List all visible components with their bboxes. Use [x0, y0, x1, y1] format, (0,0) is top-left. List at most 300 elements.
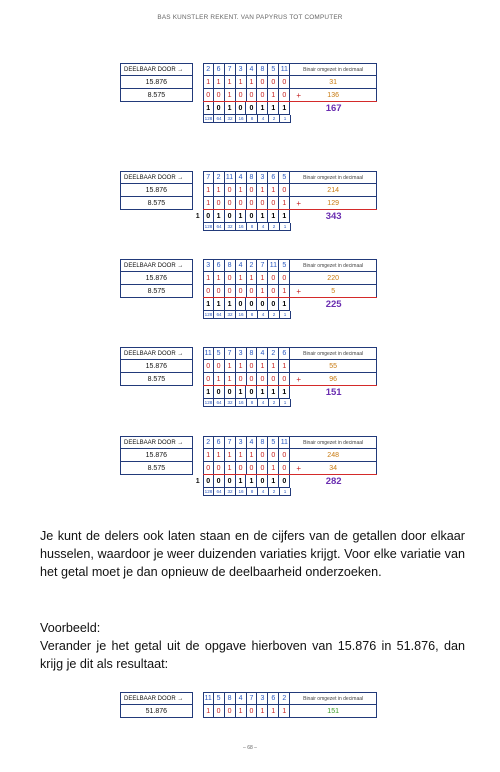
result-label-blank — [120, 210, 193, 223]
divisor-cell: 2 — [214, 171, 225, 184]
divisor-cell: 6 — [279, 347, 290, 360]
bit-cell: 0 — [257, 449, 268, 462]
result-bit-cell: 0 — [257, 298, 268, 311]
weight-label-blank — [120, 488, 193, 496]
divisor-cell: 3 — [257, 171, 268, 184]
bit-cell: 0 — [203, 285, 214, 298]
result-bit-cell: 0 — [268, 298, 279, 311]
bit-cell: 0 — [257, 373, 268, 386]
bit-cell: 0 — [203, 360, 214, 373]
weight-cell: 128 — [204, 116, 213, 121]
weight-cell: 64 — [214, 399, 225, 407]
weight-cell: 1 — [280, 115, 291, 123]
result-label-blank — [120, 102, 193, 115]
bit-cell: 0 — [203, 462, 214, 475]
bit-cell: 1 — [279, 360, 290, 373]
bit-cell: 1 — [236, 360, 247, 373]
bit-cell: 0 — [257, 462, 268, 475]
bit-cell: 1 — [236, 184, 247, 197]
bit-cell: 1 — [225, 89, 236, 102]
bit-cell: 0 — [247, 462, 258, 475]
weight-row — [120, 311, 377, 319]
number-label: 15.876 — [120, 76, 193, 89]
weight-cell: 8 — [247, 115, 258, 123]
result-row — [120, 102, 377, 115]
sum-line — [203, 385, 377, 386]
weight-cell: 64 — [214, 223, 225, 231]
bit-cell: 1 — [214, 373, 225, 386]
result-header: Binair omgezet in decimaal — [290, 171, 377, 184]
result-bit-cell: 0 — [214, 475, 225, 488]
result-bit-cell: 1 — [257, 210, 268, 223]
result-bit-cell: 1 — [268, 475, 279, 488]
number-row — [120, 272, 377, 285]
result-header: Binair omgezet in decimaal — [290, 259, 377, 272]
weight-cell: 16 — [236, 115, 247, 123]
bit-cell: 1 — [203, 184, 214, 197]
divisor-cell: 2 — [279, 692, 290, 705]
carry-digit — [193, 298, 203, 311]
bit-cell: 1 — [203, 705, 214, 718]
result-bit-cell: 1 — [257, 386, 268, 399]
divisor-cell: 3 — [257, 692, 268, 705]
weight-cell: 64 — [214, 311, 225, 319]
divisibility-table — [120, 171, 377, 231]
running-header: BAS KUNSTLER REKENT. VAN PAPYRUS TOT COMPUTER — [157, 14, 343, 21]
weight-cell: 4 — [258, 223, 269, 231]
weight-row — [120, 115, 377, 123]
weight-cell: 64 — [214, 115, 225, 123]
bit-cell: 1 — [268, 360, 279, 373]
result-label-blank — [120, 386, 193, 399]
bit-cell: 1 — [236, 705, 247, 718]
result-bit-cell: 1 — [279, 298, 290, 311]
weight-cell: 64 — [214, 488, 225, 496]
result-bit-cell: 0 — [203, 475, 214, 488]
bit-cell: 0 — [236, 197, 247, 210]
weight-cell: 16 — [236, 223, 247, 231]
result-bit-cell: 1 — [214, 210, 225, 223]
weight-label-blank — [120, 115, 193, 123]
plus-sign: + — [296, 90, 301, 100]
weight-cell: 32 — [225, 488, 236, 496]
weight-cell: 1 — [280, 488, 291, 496]
bit-cell: 0 — [225, 197, 236, 210]
result-bit-cell: 0 — [246, 386, 257, 399]
weight-cell: 4 — [258, 399, 269, 407]
result-decimal: 343 — [325, 211, 342, 222]
bit-cell: 0 — [203, 89, 214, 102]
divisor-cell: 2 — [268, 347, 279, 360]
number-label: 8.575 — [120, 197, 193, 210]
weight-cell: 16 — [236, 311, 247, 319]
weight-cell: 32 — [225, 115, 236, 123]
bit-cell: 1 — [257, 705, 268, 718]
bit-cell: 0 — [247, 197, 258, 210]
divisor-cell: 11 — [203, 692, 214, 705]
divisibility-table — [120, 347, 377, 407]
bit-cell: 0 — [225, 705, 236, 718]
weight-cell: 128 — [204, 312, 213, 317]
decimal-value-text: 129 — [327, 199, 339, 207]
result-header: Binair omgezet in decimaal — [290, 692, 377, 705]
bit-cell: 1 — [268, 705, 279, 718]
result-bit-cell: 0 — [214, 386, 225, 399]
divisor-cell: 3 — [236, 347, 247, 360]
bit-cell: 1 — [236, 76, 247, 89]
result-bit-cell: 1 — [268, 386, 279, 399]
divisibility-table — [120, 259, 377, 319]
bit-cell: 0 — [236, 285, 247, 298]
number-row — [120, 360, 377, 373]
decimal-value: 220 — [290, 272, 377, 285]
divisor-cell: 11 — [203, 347, 214, 360]
divisor-label: DEELBAAR DOOR → — [120, 347, 193, 360]
bit-cell: 1 — [214, 184, 225, 197]
result-bit-cell: 0 — [225, 386, 236, 399]
bit-cell: 1 — [257, 272, 268, 285]
divisor-cell: 7 — [225, 63, 236, 76]
result-row — [120, 210, 377, 223]
bit-cell: 1 — [225, 76, 236, 89]
divisor-row — [120, 171, 377, 184]
weight-label-blank — [120, 223, 193, 231]
result-bit-cell: 0 — [279, 475, 290, 488]
bit-cell: 1 — [203, 272, 214, 285]
bit-cell: 1 — [247, 449, 258, 462]
paragraph-variations: Je kunt de delers ook laten staan en de cijfers van de getallen door elkaar husselen, waardoor je weer duizenden variaties krijgt. Voor elke variatie van het getal moet je dan opnieuw de deelbaarheid onderzoeken. — [40, 529, 465, 579]
number-label: 51.876 — [120, 705, 193, 718]
result-row — [120, 475, 377, 488]
divisor-row — [120, 63, 377, 76]
result-decimal: 282 — [325, 476, 342, 487]
result-bit-cell: 0 — [246, 298, 257, 311]
weight-cell: 16 — [236, 488, 247, 496]
weight-cell: 2 — [269, 488, 280, 496]
plus-sign: + — [296, 198, 301, 208]
result-bit-cell: 0 — [246, 102, 257, 115]
bit-cell: 1 — [203, 76, 214, 89]
result-header: Binair omgezet in decimaal — [290, 436, 377, 449]
divisor-row — [120, 692, 377, 705]
bit-cell: 0 — [214, 197, 225, 210]
result-header: Binair omgezet in decimaal — [290, 63, 377, 76]
weight-cell: 128 — [204, 400, 213, 405]
divisor-cell: 2 — [203, 63, 214, 76]
divisor-cell: 7 — [247, 692, 258, 705]
bit-cell: 1 — [225, 360, 236, 373]
example-intro: Verander je het getal uit de opgave hierboven van 15.876 in 51.876, dan krijg je dit als resultaat: — [40, 639, 465, 671]
result-bit-cell: 1 — [268, 210, 279, 223]
carry-digit: 1 — [195, 478, 200, 485]
divisor-cell: 6 — [214, 436, 225, 449]
divisor-cell: 2 — [203, 436, 214, 449]
result-bit-cell: 1 — [203, 298, 214, 311]
bit-cell: 1 — [214, 272, 225, 285]
weight-cell: 4 — [258, 311, 269, 319]
bit-cell: 1 — [214, 449, 225, 462]
bit-cell: 1 — [257, 184, 268, 197]
result-bit-cell: 1 — [257, 102, 268, 115]
bit-cell: 1 — [279, 705, 290, 718]
number-label: 15.876 — [120, 360, 193, 373]
weight-cell: 8 — [247, 488, 258, 496]
bit-cell: 1 — [247, 76, 258, 89]
number-label: 8.575 — [120, 462, 193, 475]
result-bit-cell: 1 — [236, 386, 247, 399]
result-bit-cell: 1 — [236, 475, 247, 488]
bit-cell: 0 — [268, 373, 279, 386]
bit-cell: 1 — [203, 449, 214, 462]
bit-cell: 0 — [225, 285, 236, 298]
divisor-cell: 5 — [268, 436, 279, 449]
divisor-cell: 8 — [247, 347, 258, 360]
divisor-cell: 4 — [247, 63, 258, 76]
bit-cell: 0 — [268, 76, 279, 89]
number-row — [120, 184, 377, 197]
divisor-cell: 7 — [225, 436, 236, 449]
bit-cell: 0 — [247, 89, 258, 102]
bit-cell: 0 — [214, 462, 225, 475]
number-label: 8.575 — [120, 373, 193, 386]
weight-label-blank — [120, 399, 193, 407]
divisor-cell: 3 — [203, 259, 214, 272]
divisor-cell: 6 — [214, 63, 225, 76]
bit-cell: 0 — [247, 285, 258, 298]
example-title: Voorbeeld: — [40, 621, 101, 635]
result-decimal: 151 — [325, 387, 342, 398]
decimal-value-text: 5 — [331, 287, 336, 295]
divisor-row — [120, 347, 377, 360]
result-bit-cell: 1 — [225, 298, 236, 311]
decimal-value: 55 — [290, 360, 377, 373]
carry-digit: 1 — [195, 213, 200, 220]
result-label-blank — [120, 298, 193, 311]
weight-cell: 32 — [225, 223, 236, 231]
result-bit-cell: 1 — [214, 298, 225, 311]
number-label: 8.575 — [120, 285, 193, 298]
bit-cell: 0 — [214, 705, 225, 718]
weight-cell: 8 — [247, 399, 258, 407]
bit-cell: 1 — [279, 285, 290, 298]
weight-cell: 2 — [269, 223, 280, 231]
divisor-cell: 3 — [236, 63, 247, 76]
bit-cell: 0 — [257, 89, 268, 102]
bit-cell: 0 — [214, 285, 225, 298]
number-row — [120, 76, 377, 89]
number-label: 15.876 — [120, 184, 193, 197]
decimal-value-text: 96 — [329, 375, 338, 383]
divisor-cell: 8 — [257, 436, 268, 449]
weight-cell: 2 — [269, 399, 280, 407]
bit-cell: 1 — [236, 272, 247, 285]
result-bit-cell: 1 — [203, 386, 214, 399]
bit-cell: 0 — [247, 184, 258, 197]
result-bit-cell: 1 — [279, 386, 290, 399]
bit-cell: 0 — [214, 89, 225, 102]
sum-line — [203, 101, 377, 102]
weight-row — [120, 488, 377, 496]
weight-cell: 1 — [280, 311, 291, 319]
result-bit-cell: 0 — [236, 102, 247, 115]
bit-cell: 0 — [279, 76, 290, 89]
divisor-cell: 6 — [268, 171, 279, 184]
divisor-cell: 11 — [279, 436, 290, 449]
weight-cell: 8 — [247, 311, 258, 319]
bit-cell: 1 — [236, 449, 247, 462]
weight-row — [120, 223, 377, 231]
result-bit-cell: 1 — [268, 102, 279, 115]
divisor-cell: 5 — [214, 692, 225, 705]
weight-cell: 4 — [258, 115, 269, 123]
number-row — [120, 705, 377, 718]
divisor-cell: 5 — [268, 63, 279, 76]
weight-cell: 1 — [280, 223, 291, 231]
result-bit-cell: 0 — [246, 210, 257, 223]
bit-cell: 0 — [268, 285, 279, 298]
divisor-label: DEELBAAR DOOR → — [120, 63, 193, 76]
bit-cell: 1 — [268, 184, 279, 197]
divisor-label: DEELBAAR DOOR → — [120, 436, 193, 449]
result-label-blank — [120, 475, 193, 488]
bit-cell: 0 — [268, 449, 279, 462]
bit-cell: 0 — [247, 705, 258, 718]
divisibility-table — [120, 436, 377, 496]
divisor-cell: 11 — [268, 259, 279, 272]
divisibility-table — [120, 692, 377, 718]
carry-digit — [193, 386, 203, 399]
divisor-cell: 7 — [257, 259, 268, 272]
result-bit-cell: 0 — [236, 298, 247, 311]
bit-cell: 0 — [268, 197, 279, 210]
divisor-row — [120, 259, 377, 272]
divisor-label: DEELBAAR DOOR → — [120, 171, 193, 184]
number-label: 8.575 — [120, 89, 193, 102]
page-number: – 68 – — [243, 745, 257, 751]
weight-cell: 1 — [280, 399, 291, 407]
bit-cell: 0 — [247, 373, 258, 386]
plus-sign: + — [296, 374, 301, 384]
bit-cell: 0 — [203, 373, 214, 386]
divisor-cell: 5 — [279, 259, 290, 272]
divisor-cell: 4 — [236, 692, 247, 705]
bit-cell: 0 — [214, 360, 225, 373]
weight-cell: 2 — [269, 311, 280, 319]
bit-cell: 0 — [236, 89, 247, 102]
divisor-cell: 8 — [257, 63, 268, 76]
bit-cell: 0 — [279, 184, 290, 197]
divisor-label: DEELBAAR DOOR → — [120, 259, 193, 272]
bit-cell: 0 — [279, 373, 290, 386]
result-decimal: 225 — [325, 299, 342, 310]
bit-cell: 1 — [247, 272, 258, 285]
divisor-cell: 5 — [214, 347, 225, 360]
result-header: Binair omgezet in decimaal — [290, 347, 377, 360]
result-bit-cell: 0 — [225, 210, 236, 223]
divisor-cell: 6 — [214, 259, 225, 272]
bit-cell: 0 — [279, 449, 290, 462]
plus-sign: + — [296, 463, 301, 473]
bit-cell: 0 — [225, 184, 236, 197]
divisor-cell: 6 — [268, 692, 279, 705]
bit-cell: 0 — [257, 76, 268, 89]
result-bit-cell: 1 — [279, 210, 290, 223]
divisor-cell: 4 — [247, 436, 258, 449]
result-bit-cell: 1 — [225, 102, 236, 115]
weight-cell: 8 — [247, 223, 258, 231]
divisibility-table — [120, 63, 377, 123]
sum-line — [203, 474, 377, 475]
weight-cell: 32 — [225, 399, 236, 407]
divisor-cell: 4 — [257, 347, 268, 360]
weight-cell: 128 — [204, 489, 213, 494]
sum-line — [203, 297, 377, 298]
bit-cell: 1 — [279, 197, 290, 210]
bit-cell: 0 — [257, 197, 268, 210]
bit-cell: 0 — [279, 462, 290, 475]
decimal-value: 248 — [290, 449, 377, 462]
divisor-cell: 8 — [225, 692, 236, 705]
result-bit-cell: 0 — [214, 102, 225, 115]
bit-cell: 1 — [203, 197, 214, 210]
number-label: 15.876 — [120, 272, 193, 285]
weight-cell: 2 — [269, 115, 280, 123]
result-bit-cell: 1 — [279, 102, 290, 115]
bit-cell: 1 — [225, 462, 236, 475]
plus-sign: + — [296, 286, 301, 296]
weight-row — [120, 399, 377, 407]
bit-cell: 1 — [257, 285, 268, 298]
decimal-value-text: 136 — [327, 91, 339, 99]
divisor-cell: 8 — [247, 171, 258, 184]
divisor-cell: 4 — [236, 259, 247, 272]
sum-line — [203, 209, 377, 210]
bit-cell: 1 — [214, 76, 225, 89]
result-bit-cell: 1 — [246, 475, 257, 488]
decimal-value-text: 34 — [329, 464, 338, 472]
weight-cell: 4 — [258, 488, 269, 496]
result-decimal: 167 — [325, 103, 342, 114]
divisor-cell: 5 — [279, 171, 290, 184]
bit-cell: 0 — [247, 360, 258, 373]
result-bit-cell: 1 — [203, 102, 214, 115]
divisor-row — [120, 436, 377, 449]
bit-cell: 0 — [236, 462, 247, 475]
divisor-cell: 11 — [279, 63, 290, 76]
decimal-value: 151 — [290, 705, 377, 718]
bit-cell: 1 — [268, 89, 279, 102]
decimal-value: 214 — [290, 184, 377, 197]
divisor-cell: 7 — [225, 347, 236, 360]
decimal-value: 31 — [290, 76, 377, 89]
result-bit-cell: 0 — [203, 210, 214, 223]
carry-digit — [193, 102, 203, 115]
number-label: 15.876 — [120, 449, 193, 462]
divisor-cell: 3 — [236, 436, 247, 449]
weight-cell: 32 — [225, 311, 236, 319]
result-bit-cell: 1 — [236, 210, 247, 223]
result-bit-cell: 0 — [225, 475, 236, 488]
result-row — [120, 298, 377, 311]
number-row — [120, 449, 377, 462]
bit-cell: 0 — [279, 89, 290, 102]
divisor-cell: 8 — [225, 259, 236, 272]
weight-cell: 16 — [236, 399, 247, 407]
bit-cell: 0 — [236, 373, 247, 386]
bit-cell: 1 — [268, 462, 279, 475]
divisor-cell: 4 — [236, 171, 247, 184]
bit-cell: 0 — [268, 272, 279, 285]
